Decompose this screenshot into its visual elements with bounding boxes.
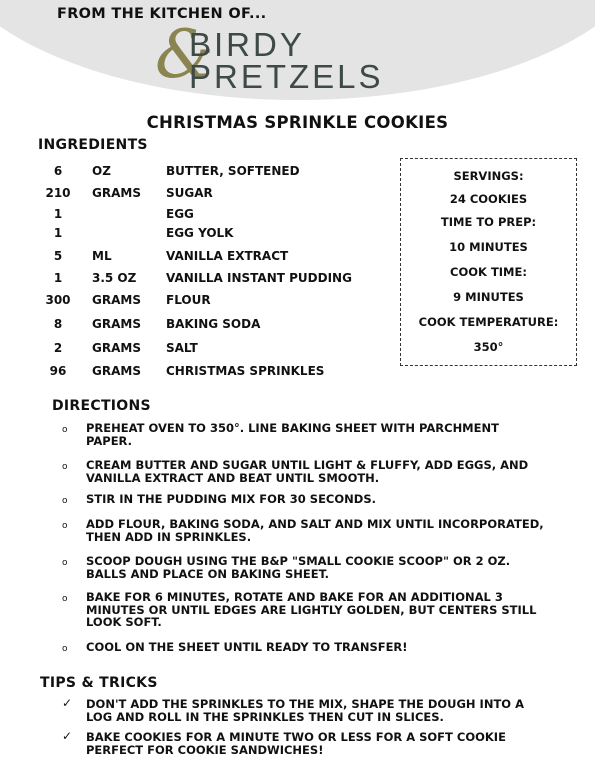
ingredient-name: BUTTER, SOFTENED — [166, 164, 300, 178]
ingredient-row — [36, 164, 376, 182]
cook-time-label: COOK TIME: — [450, 265, 527, 279]
recipe-info-box — [400, 158, 577, 366]
ingredient-name: FLOUR — [166, 293, 211, 307]
ingredient-qty: 6 — [53, 164, 63, 178]
prep-time-value: 10 MINUTES — [449, 240, 528, 254]
direction-text: ADD FLOUR, BAKING SODA, AND SALT AND MIX UNTIL INCORPORATED, THEN ADD IN SPRINKLES. — [86, 517, 544, 544]
circle-bullet-icon: o — [62, 425, 68, 435]
ingredient-qty: 1 — [53, 207, 63, 221]
ingredient-row — [36, 317, 376, 335]
ingredient-name: SUGAR — [166, 186, 213, 200]
direction-text: COOL ON THE SHEET UNTIL READY TO TRANSFER! — [86, 640, 408, 654]
ingredient-qty: 5 — [53, 249, 63, 263]
directions-heading: DIRECTIONS — [52, 398, 151, 414]
ingredient-name: CHRISTMAS SPRINKLES — [166, 364, 325, 378]
direction-text: CREAM BUTTER AND SUGAR UNTIL LIGHT & FLUFFY, ADD EGGS, AND VANILLA EXTRACT AND BEAT UNTIL SMOOTH. — [86, 458, 529, 485]
ingredient-unit: GRAMS — [92, 186, 141, 200]
ingredient-unit: GRAMS — [92, 293, 141, 307]
ingredient-row — [36, 364, 376, 382]
ingredient-unit: GRAMS — [92, 317, 141, 331]
circle-bullet-icon: o — [62, 644, 68, 654]
circle-bullet-icon: o — [62, 496, 68, 506]
tip-text: BAKE COOKIES FOR A MINUTE TWO OR LESS FOR A SOFT COOKIE PERFECT FOR COOKIE SANDWICHES! — [86, 730, 506, 757]
ingredient-name: VANILLA INSTANT PUDDING — [166, 271, 352, 285]
direction-text: PREHEAT OVEN TO 350°. LINE BAKING SHEET WITH PARCHMENT PAPER. — [86, 421, 499, 448]
ingredient-name: VANILLA EXTRACT — [166, 249, 289, 263]
direction-text: SCOOP DOUGH USING THE B&P "SMALL COOKIE SCOOP" OR 2 OZ. BALLS AND PLACE ON BAKING SHEET. — [86, 554, 511, 581]
ingredient-qty: 210 — [45, 186, 71, 200]
servings-label: SERVINGS: — [453, 169, 524, 183]
ingredient-name: SALT — [166, 341, 198, 355]
ingredient-row — [36, 271, 376, 289]
ingredient-qty: 8 — [53, 317, 63, 331]
ingredient-unit: GRAMS — [92, 341, 141, 355]
cook-temp-label: COOK TEMPERATURE: — [418, 315, 559, 329]
circle-bullet-icon: o — [62, 594, 68, 604]
ingredient-row — [36, 186, 376, 204]
ingredient-unit: GRAMS — [92, 364, 141, 378]
brand-logo — [155, 16, 435, 95]
direction-text: STIR IN THE PUDDING MIX FOR 30 SECONDS. — [86, 492, 376, 506]
ingredient-name: BAKING SODA — [166, 317, 261, 331]
prep-time-label: TIME TO PREP: — [440, 215, 537, 229]
ingredient-row — [36, 341, 376, 359]
checkmark-icon: ✓ — [62, 729, 73, 743]
logo-word-birdy: BIRDY — [189, 26, 305, 63]
ingredient-qty: 1 — [53, 271, 63, 285]
ingredient-row — [36, 293, 376, 311]
tip-text: DON'T ADD THE SPRINKLES TO THE MIX, SHAPE THE DOUGH INTO A LOG AND ROLL IN THE SPRINKLES THEN CUT IN SLICES. — [86, 697, 524, 724]
circle-bullet-icon: o — [62, 558, 68, 568]
ingredient-unit: OZ — [92, 164, 111, 178]
logo-word-pretzels: PRETZELS — [189, 58, 384, 95]
cook-time-value: 9 MINUTES — [453, 290, 524, 304]
ingredient-name: EGG — [166, 207, 194, 221]
ingredient-qty: 2 — [53, 341, 63, 355]
ingredient-unit: ML — [92, 249, 112, 263]
servings-value: 24 COOKIES — [449, 192, 528, 206]
ingredient-row — [36, 207, 376, 225]
cook-temp-value: 350° — [473, 340, 504, 354]
checkmark-icon: ✓ — [62, 696, 73, 710]
ingredient-qty: 300 — [45, 293, 71, 307]
tips-heading: TIPS & TRICKS — [40, 675, 158, 691]
ingredient-qty: 96 — [49, 364, 67, 378]
circle-bullet-icon: o — [62, 521, 68, 531]
header-tagline: FROM THE KITCHEN OF... — [57, 6, 267, 22]
ingredient-name: EGG YOLK — [166, 226, 234, 240]
logo-ampersand: & — [155, 16, 214, 93]
circle-bullet-icon: o — [62, 462, 68, 472]
ingredient-unit: 3.5 OZ — [92, 271, 137, 285]
direction-text: BAKE FOR 6 MINUTES, ROTATE AND BAKE FOR AN ADDITIONAL 3 MINUTES OR UNTIL EDGES ARE LIGHTLY GOLDEN, BUT CENTERS STILL LOOK SOFT. — [86, 590, 537, 629]
ingredient-row — [36, 249, 376, 267]
ingredient-qty: 1 — [53, 226, 63, 240]
ingredients-heading: INGREDIENTS — [38, 137, 148, 153]
ingredient-row — [36, 226, 376, 244]
recipe-title: CHRISTMAS SPRINKLE COOKIES — [146, 113, 449, 132]
